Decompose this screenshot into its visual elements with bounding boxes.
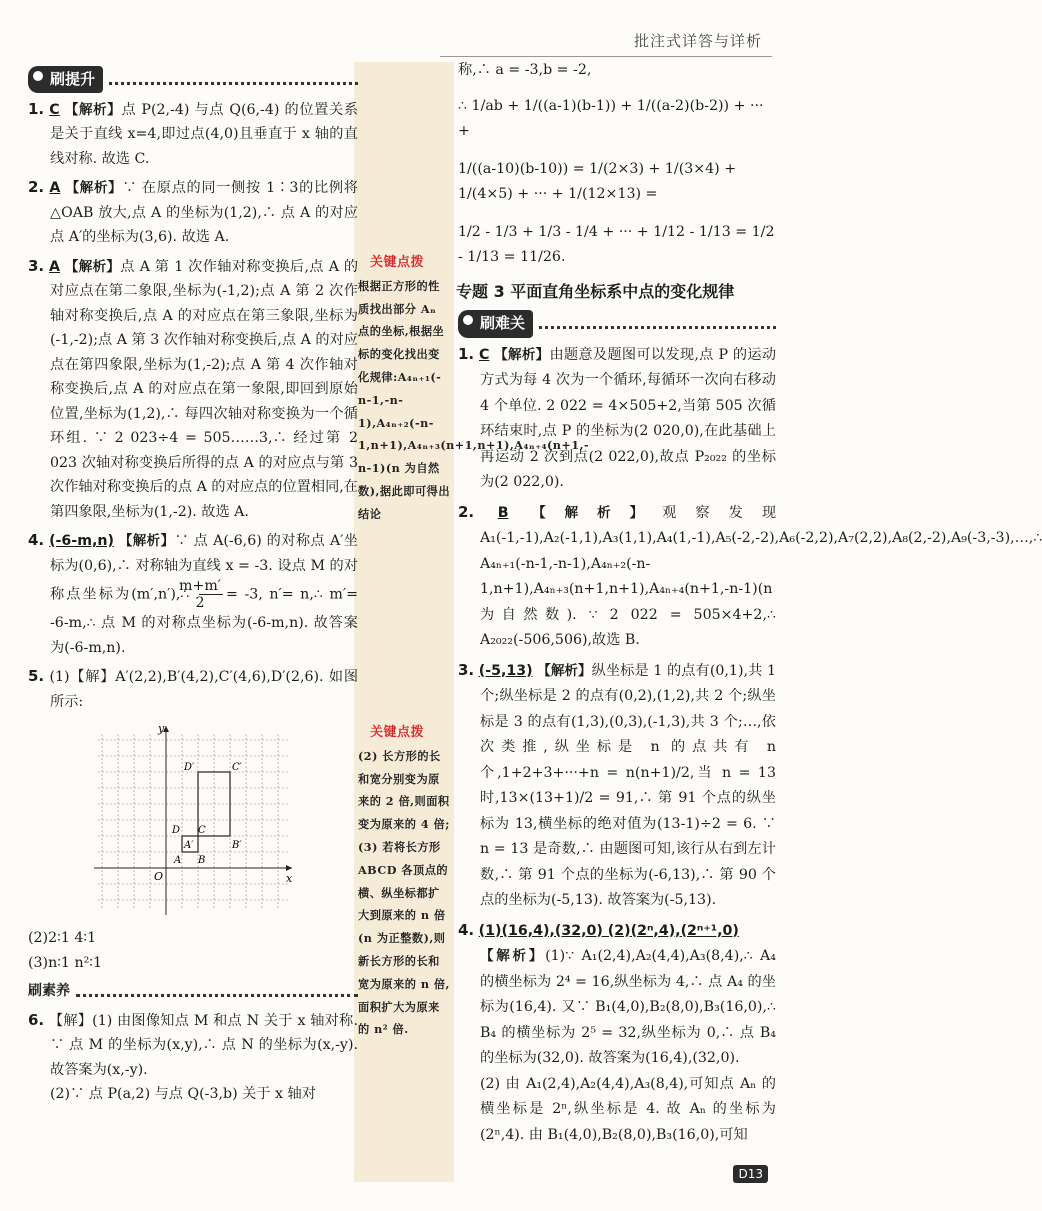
label-b: B bbox=[198, 855, 206, 866]
section-header-shuatisheng bbox=[28, 66, 358, 93]
dotted-rule bbox=[109, 74, 358, 85]
right-question-4: 4. (1)(16,4),(32,0) (2)(2ⁿ,4),(2ⁿ⁺¹,0) 【解析】(1)∵ A₁(2,4),A₂(4,4),A₃(8,4),∴ A₄ 的横坐标为 2⁴ = 16,纵坐标为 4,∴ 点 A₄ 的坐标为(16,4). 又∵ B₁(4,0),B₂(8,0),B₃(16,0),∴ B₄ 的横坐标为 2⁵ = 32,纵坐标为 0,∴ 点 B₄ 的坐标为(32,0). 故答案为(16,4),(32,0). (2) 由 A₁(2,4),A₂(4,4),A₃(8,4),可知点 Aₙ 的横坐标是 2ⁿ,纵坐标是 4. 故 Aₙ 的坐标为(2ⁿ,4). 由 B₁(4,0),B₂(8,0),B₃(16,0),可知 bbox=[458, 920, 776, 1143]
question-2: 2. A 【解析】∵ 在原点的同一侧按 1∶3的比例将△OAB 放大,点 A 的坐标为(1,2),∴ 点 A 的对应点 A′的坐标为(3,6). 故选 A. bbox=[28, 178, 358, 245]
topic-title: 专题 3 平面直角坐标系中点的变化规律 bbox=[456, 281, 735, 301]
continuation-line: 称,∴ a = -3,b = -2, bbox=[458, 62, 592, 78]
label-d-prime: D′ bbox=[184, 762, 195, 773]
label-a-prime: A′ bbox=[184, 840, 194, 851]
label-c: C bbox=[198, 825, 206, 836]
header-divider bbox=[440, 56, 772, 57]
label-a: A bbox=[174, 855, 182, 866]
sum-line-3: 1/2 - 1/3 + 1/3 - 1/4 + ··· + 1/12 - 1/13 = 1/2 - 1/13 = 11/26. bbox=[458, 223, 775, 265]
label-d: D bbox=[172, 825, 181, 836]
section-header-shusuyang: 刷素养 bbox=[28, 979, 358, 1004]
fraction: $\frac{m+m'}{2}$ bbox=[178, 578, 221, 611]
coordinate-figure bbox=[88, 720, 298, 920]
left-column bbox=[28, 62, 358, 1111]
sum-line-2: 1/((a-10)(b-10)) = 1/(2×3) + 1/(3×4) + 1/(4×5) + ··· + 1/(12×13) = bbox=[458, 160, 737, 202]
question-4: 4. (-6-m,n) 【解析】∵ 点 A(-6,6) 的对称点 A′坐标为(0,6),∴ 对称轴为直线 x = -3. 设点 M 的对称点坐标为(m′,n′),∴ $\frac{m+m'}{2}$ = -3, n′= n,∴ m′= -6-m,∴ 点 M 的对称点坐标为(-6-m,n). 故答案为(-6-m,n). bbox=[28, 531, 358, 656]
right-question-2: 2. B 【解析】观察发现 A₁(-1,-1),A₂(-1,1),A₃(1,1),A₄(1,-1),A₅(-2,-2),A₆(-2,2),A₇(2,2),A₈(2,-2),A₉(-3,-3),…,∴ A₄ₙ₊₁(-n-1,-n-1),A₄ₙ₊₂(-n-1,n+1),A₄ₙ₊₃(n+1,n+1),A₄ₙ₊₄(n+1,-n-1)(n 为自然数). ∵ 2 022 = 505×4+2,∴ A₂₀₂₂(-506,506),故选 B. bbox=[458, 502, 1042, 648]
question-5: 5. (1)【解】A′(2,2),B′(4,2),C′(4,6),D′(2,6). 如图所示: bbox=[28, 667, 359, 710]
label-c-prime: C′ bbox=[232, 762, 242, 773]
section-header-shuanguan bbox=[458, 310, 776, 338]
origin-label: O bbox=[154, 870, 164, 883]
question-3: 3. A 【解析】点 A 第 1 次作轴对称变换后,点 A 的对应点在第二象限,坐标为(-1,2);点 A 第 2 次作轴对称变换后,点 A 的对应点在第三象限,坐标为(-1,-2);点 A 第 3 次作轴对称变换后,点 A 的对应点在第四象限,坐标为(1,-2);点 A 第 4 次作轴对称变换后,点 A 的对应点在第一象限,即回到原始位置,坐标为(1,2),∴ 每四次轴对称变换为一个循环组. ∵ 2 023÷4 = 505……3,∴ 经过第 2 023 次轴对称变换后所得的点 A 的对应点与第 3 次作轴对称变换后的点 A 的对应点的位置相同,在第四象限,坐标为(1,-2). 故选 A. bbox=[28, 256, 359, 520]
question-1: 1. C 【解析】点 P(2,-4) 与点 Q(6,-4) 的位置关系是关于直线 x=4,即过点(4,0)且垂直于 x 轴的直线对称. 故选 C. bbox=[28, 99, 359, 167]
dotted-rule bbox=[76, 986, 358, 997]
dotted-rule bbox=[539, 318, 776, 329]
right-question-3: 3. (-5,13) 【解析】纵坐标是 1 的点有(0,1),共 1 个;纵坐标是 2 的点有(0,2),(1,2),共 2 个;纵坐标是 3 的点有(1,3),(0,3),(-1,3),共 3 个;…,依次类推,纵坐标是 n 的点共有 n 个,1+2+3+···+n = n(n+1)/2,当 n = 13 时,13×(13+1)/2 = 91,∴ 第 91 个点的纵坐标为 13,横坐标的绝对值为(13-1)÷2 = 6. ∵ n = 13 是奇数,∴ 由题图可知,该行从右到左计数,∴ 第 91 个点的坐标为(-6,13),∴ 第 90 个点的坐标为(-5,13). 故答案为(-5,13). bbox=[458, 660, 776, 908]
label-b-prime: B′ bbox=[232, 840, 242, 851]
q5-part2: (2)2∶1 4∶1 bbox=[28, 930, 97, 946]
x-axis-label: x bbox=[286, 872, 293, 885]
right-column bbox=[456, 58, 1042, 1152]
section-badge: 刷提升 bbox=[28, 66, 103, 93]
sum-line-1: ∴ 1/ab + 1/((a-1)(b-1)) + 1/((a-2)(b-2)) + ··· + bbox=[458, 97, 764, 139]
page-number: D13 bbox=[733, 1165, 768, 1183]
y-axis-label: y bbox=[158, 722, 165, 735]
right-question-1: 1. C 【解析】由题意及题图可以发现,点 P 的运动方式为每 4 次为一个循环,每循环一次向右移动 4 个单位. 2 022 = 4×505+2,当第 505 次循环结束时,点 P 的坐标为(2 020,0),在此基础上再运动 2 次到点(2 022,0),故点 P₂₀₂₂ 的坐标为(2 022,0). bbox=[458, 344, 777, 490]
q5-part3: (3)n∶1 n²∶1 bbox=[28, 954, 103, 971]
question-6: 6. 【解】(1) 由图像知点 M 和点 N 关于 x 轴对称. ∵ 点 M 的坐标为(x,y),∴ 点 N 的坐标为(x,-y). 故答案为(x,-y). (2)∵ 点 P(a,2) 与点 Q(-3,b) 关于 x 轴对 bbox=[28, 1010, 358, 1102]
page-header: 批注式详答与详析 bbox=[633, 32, 762, 50]
key-tip-note-2: 关键点拨 (2) 长方形的长和宽分别变为原来的 2 倍,则面积变为原来的 4 倍;(3) 若将长方形 ABCD 各顶点的横、纵坐标都扩大到原来的 n 倍(n 为正整数),则新长方形的长和宽为原来的 n 倍,面积扩大为原来的 n² 倍. bbox=[358, 725, 450, 1037]
key-tip-note-1: 关键点拨 根据正方形的性质找出部分 Aₙ 点的坐标,根据坐标的变化找出变化规律:A₄ₙ₊₁(-n-1,-n-1),A₄ₙ₊₂(-n-1,n+1),A₄ₙ₊₃(n+1,n+1),A₄ₙ₊₄(n+1,-n-1)(n 为自然数),据此即可得出结论 bbox=[358, 255, 590, 521]
section-badge: 刷难关 bbox=[458, 310, 533, 338]
